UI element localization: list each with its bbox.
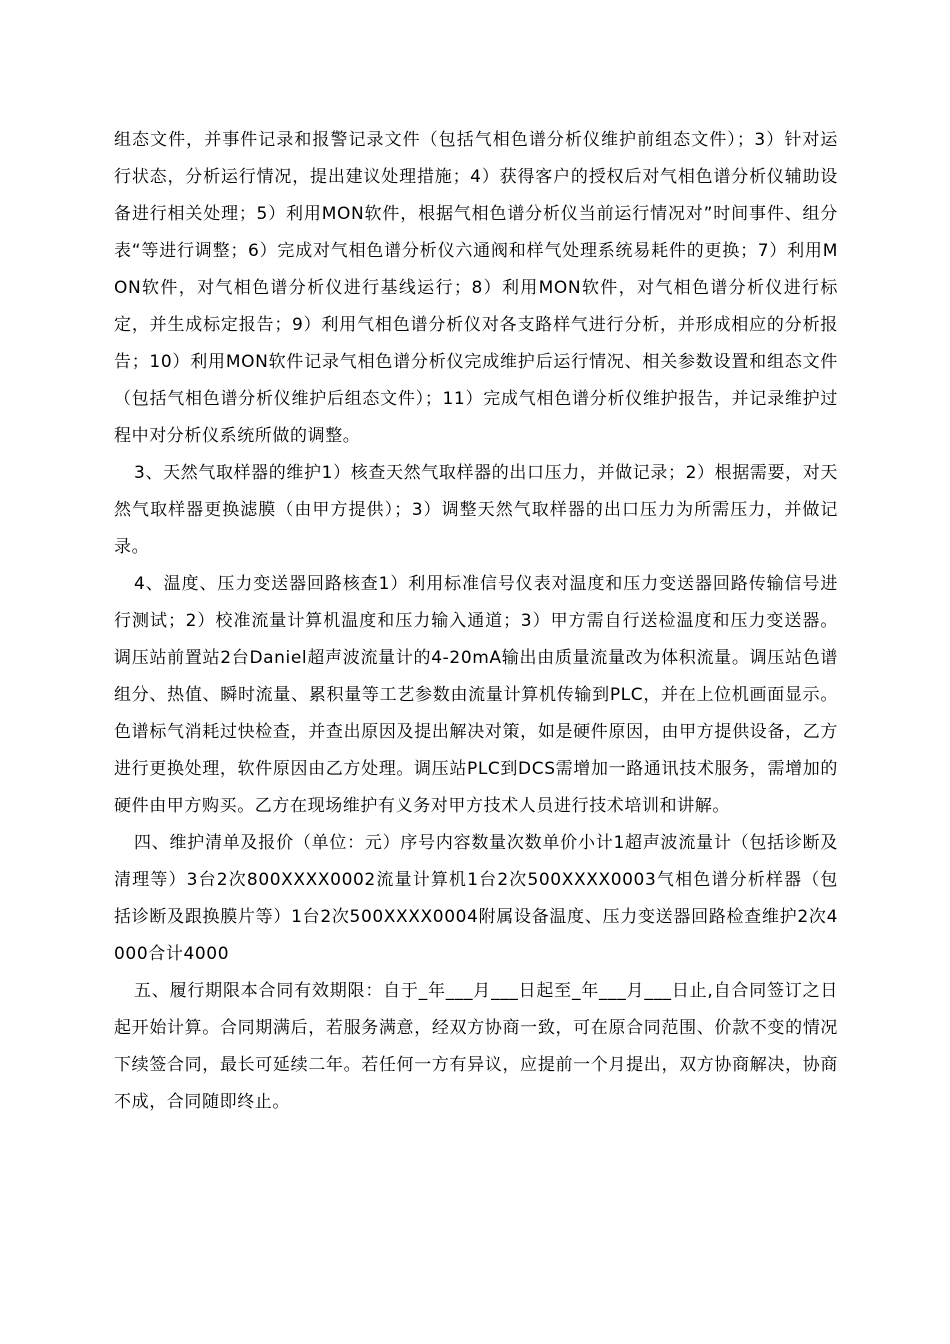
paragraph-gc-maintenance-continued: 组态文件，并事件记录和报警记录文件（包括气相色谱分析仪维护前组态文件）；3）针对运行状态，分析运行情况，提出建议处理措施；4）获得客户的授权后对气相色谱分析仪辅助设备进行相关处理；5）利用MON软件，根据气相色谱分析仪当前运行情况对”时间事件、组分表“等进行调整；6）完成对气相色谱分析仪六通阀和样气处理系统易耗件的更换；7）利用MON软件，对气相色谱分析仪进行基线运行；8）利用MON软件，对气相色谱分析仪进行标定，并生成标定报告；9）利用气相色谱分析仪对各支路样气进行分析，并形成相应的分析报告；10）利用MON软件记录气相色谱分析仪完成维护后运行情况、相关参数设置和组态文件（包括气相色谱分析仪维护后组态文件）；11）完成气相色谱分析仪维护报告，并记录维护过程中对分析仪系统所做的调整。	[114, 130, 838, 446]
paragraph-transmitter-loop-check: 4、温度、压力变送器回路核查1）利用标准信号仪表对温度和压力变送器回路传输信号进行测试；2）校准流量计算机温度和压力输入通道；3）甲方需自行送检温度和压力变送器。调压站前置站2台Daniel超声波流量计的4-20mA输出由质量流量改为体积流量。调压站色谱组分、热值、瞬时流量、累积量等工艺参数由流量计算机传输到PLC，并在上位机画面显示。色谱标气消耗过快检查，并查出原因及提出解决对策，如是硬件原因，由甲方提供设备，乙方进行更换处理，软件原因由乙方处理。调压站PLC到DCS需增加一路通讯技术服务，需增加的硬件由甲方购买。乙方在现场维护有义务对甲方技术人员进行技术培训和讲解。	[114, 574, 838, 816]
paragraph-performance-period: 五、履行期限本合同有效期限：自于_年___月___日起至_年___月___日止,自合同签订之日起开始计算。合同期满后，若服务满意，经双方协商一致，可在原合同范围、价款不变的情况下续签合同，最长可延续二年。若任何一方有异议，应提前一个月提出，双方协商解决，协商不成，合同随即终止。	[114, 981, 838, 1112]
paragraph-maintenance-list-quote: 四、维护清单及报价（单位：元）序号内容数量次数单价小计1超声波流量计（包括诊断及清理等）3台2次800XXXX0002流量计算机1台2次500XXXX0003气相色谱分析样器（包括诊断及跟换膜片等）1台2次500XXXX0004附属设备温度、压力变送器回路检查维护2次4000合计4000	[114, 833, 838, 964]
contract-body	[114, 122, 838, 1121]
paragraph-sampler-maintenance: 3、天然气取样器的维护1）核查天然气取样器的出口压力，并做记录；2）根据需要，对天然气取样器更换滤膜（由甲方提供）；3）调整天然气取样器的出口压力为所需压力，并做记录。	[114, 463, 838, 557]
